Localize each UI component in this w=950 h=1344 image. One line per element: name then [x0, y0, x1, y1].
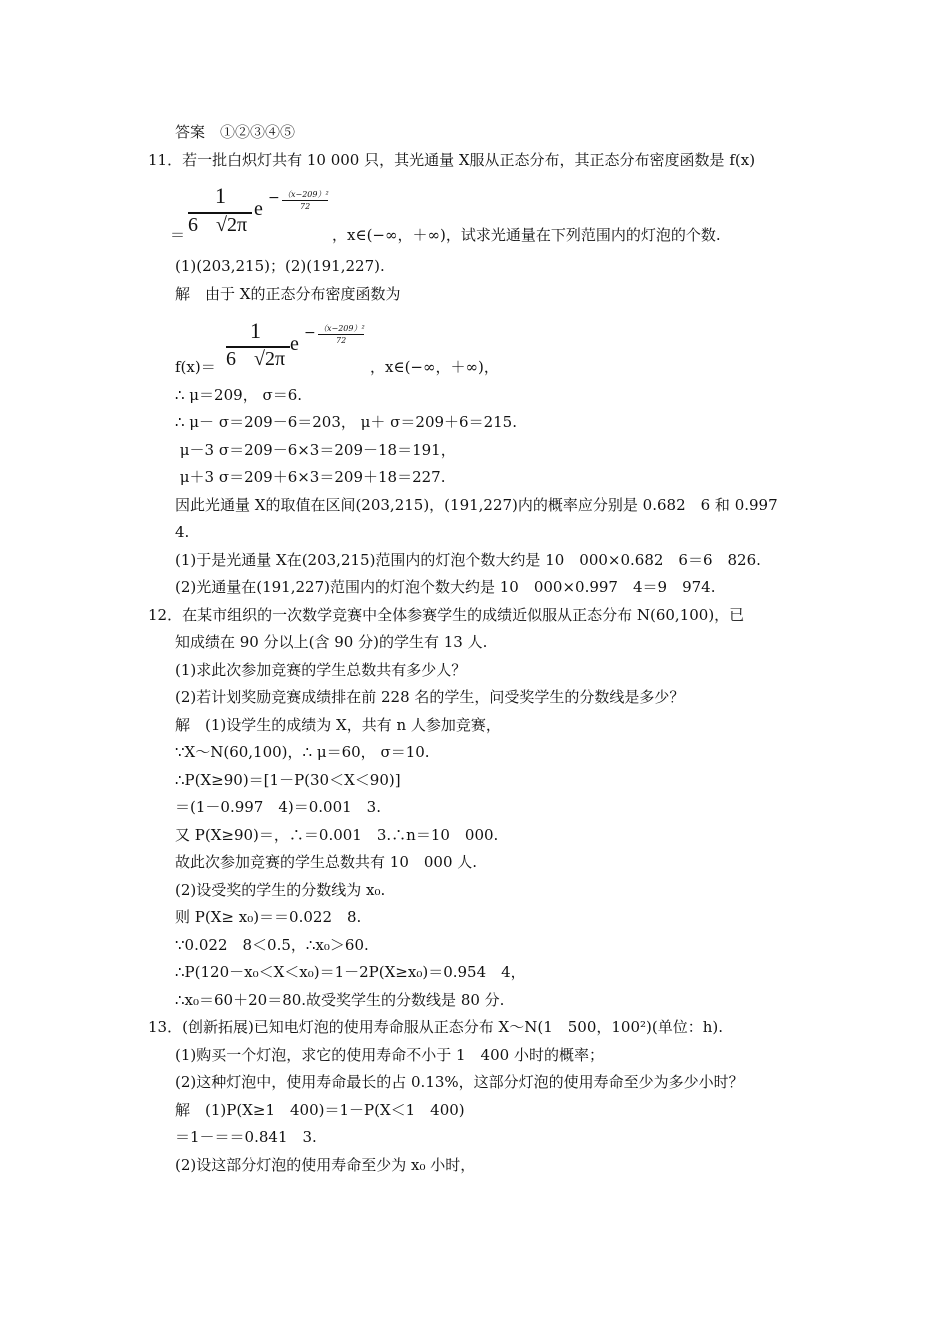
- q12-sol-5: 又 P(X≥90)＝，∴＝0.001 3.∴n＝10 000.: [175, 826, 499, 844]
- formula2-den-left: 6: [226, 348, 236, 370]
- q13-sol-3: (2)设这部分灯泡的使用寿命至少为 x₀ 小时，: [175, 1156, 476, 1174]
- q12-part2: (2)若计划奖励竞赛成绩排在前 228 名的学生，问受奖学生的分数线是多少？: [175, 688, 685, 706]
- q11-domain-text: ，x∈(−∞，＋∞)，试求光通量在下列范围内的灯泡的个数.: [332, 226, 721, 244]
- formula2-exp-num: （x−209）²: [319, 324, 365, 333]
- q13-statement: 13．(创新拓展)已知电灯泡的使用寿命服从正态分布 X～N(1 500，100²)(单位：h).: [148, 1018, 724, 1036]
- formula1-minus: −: [268, 190, 280, 206]
- q13-sol-1: 解 (1)P(X≥1 400)＝1－P(X＜1 400): [175, 1101, 465, 1119]
- q13-part2: (2)这种灯泡中，使用寿命最长的占 0.13%，这部分灯泡的使用寿命至少为多少小时？: [175, 1073, 744, 1091]
- q13-part1: (1)购买一个灯泡，求它的使用寿命不小于 1 400 小时的概率；: [175, 1046, 604, 1064]
- q11-step3: μ－3 σ＝209－6×3＝209－18＝191，: [175, 441, 456, 459]
- q12-sol-11: ∴x₀＝60＋20＝80.故受奖学生的分数线是 80 分.: [175, 991, 505, 1009]
- formula2-exp-bar: [318, 334, 364, 335]
- q11-solution-intro: 解 由于 X的正态分布密度函数为: [175, 285, 401, 303]
- q12-sol-1: 解 (1)设学生的成绩为 X，共有 n 人参加竞赛，: [175, 716, 501, 734]
- q12-sol-3: ∴P(X≥90)＝[1－P(30＜X＜90)]: [175, 771, 401, 789]
- q11-statement: 11．若一批白炽灯共有 10 000 只，其光通量 X服从正态分布，其正态分布密度函数是 f(x): [148, 151, 756, 169]
- q12-sol-10: ∴P(120－x₀＜X＜x₀)＝1－2P(X≥x₀)＝0.954 4，: [175, 963, 526, 981]
- q11-parts: (1)(203,215)；(2)(191,227).: [175, 257, 385, 275]
- q11-step1: ∴ μ＝209， σ＝6.: [175, 386, 303, 404]
- q11-step6: 4.: [175, 523, 190, 541]
- formula2-numerator: 1: [250, 318, 261, 343]
- q12-part1: (1)求此次参加竞赛的学生总数共有多少人？: [175, 661, 467, 679]
- q12-sol-9: ∵0.022 8＜0.5，∴x₀＞60.: [175, 936, 369, 954]
- formula1-exp-num: （x−209）²: [283, 190, 329, 199]
- answer-line: 答案 ①②③④⑤: [175, 123, 296, 141]
- formula1-e: e: [254, 198, 263, 220]
- q11-step2: ∴ μ－ σ＝209－6＝203， μ＋ σ＝209＋6＝215.: [175, 413, 517, 431]
- formula1-exp-bar: [282, 200, 328, 201]
- q13-sol-2: ＝1－＝＝0.841 3.: [175, 1128, 317, 1146]
- q12-sol-8: 则 P(X≥ x₀)＝＝0.022 8.: [175, 908, 362, 926]
- q11-step8: (2)光通量在(191,227)范围内的灯泡个数大约是 10 000×0.997 4＝9 974.: [175, 578, 716, 596]
- formula1-den-right: √2π: [216, 214, 248, 236]
- q11-f-prefix: f(x)＝: [175, 358, 216, 376]
- formula2-exp-den: 72: [336, 336, 347, 345]
- q12-statement-2: 知成绩在 90 分以上(含 90 分)的学生有 13 人.: [175, 633, 488, 651]
- formula1-den-left: 6: [188, 214, 198, 236]
- q12-sol-7: (2)设受奖的学生的分数线为 x₀.: [175, 881, 386, 899]
- q11-equals: ＝: [170, 226, 186, 244]
- q11-step7: (1)于是光通量 X在(203,215)范围内的灯泡个数大约是 10 000×0.682 6＝6 826.: [175, 551, 761, 569]
- formula2-e: e: [290, 333, 299, 355]
- formula2-minus: −: [304, 325, 316, 341]
- formula1-numerator: 1: [215, 183, 226, 208]
- q11-f-domain: ，x∈(−∞，＋∞)，: [370, 358, 499, 376]
- q12-sol-4: ＝(1－0.997 4)＝0.001 3.: [175, 798, 381, 816]
- q12-statement-1: 12．在某市组织的一次数学竞赛中全体参赛学生的成绩近似服从正态分布 N(60,100)，已: [148, 606, 745, 624]
- q12-sol-6: 故此次参加竞赛的学生总数共有 10 000 人.: [175, 853, 478, 871]
- q12-sol-2: ∵X～N(60,100)，∴ μ＝60， σ＝10.: [175, 743, 430, 761]
- formula2-den-right: √2π: [254, 348, 286, 370]
- formula1-exp-den: 72: [300, 202, 311, 211]
- q11-step5: 因此光通量 X的取值在区间(203,215)，(191,227)内的概率应分别是 0.682 6 和 0.997: [175, 496, 778, 514]
- q11-step4: μ＋3 σ＝209＋6×3＝209＋18＝227.: [175, 468, 446, 486]
